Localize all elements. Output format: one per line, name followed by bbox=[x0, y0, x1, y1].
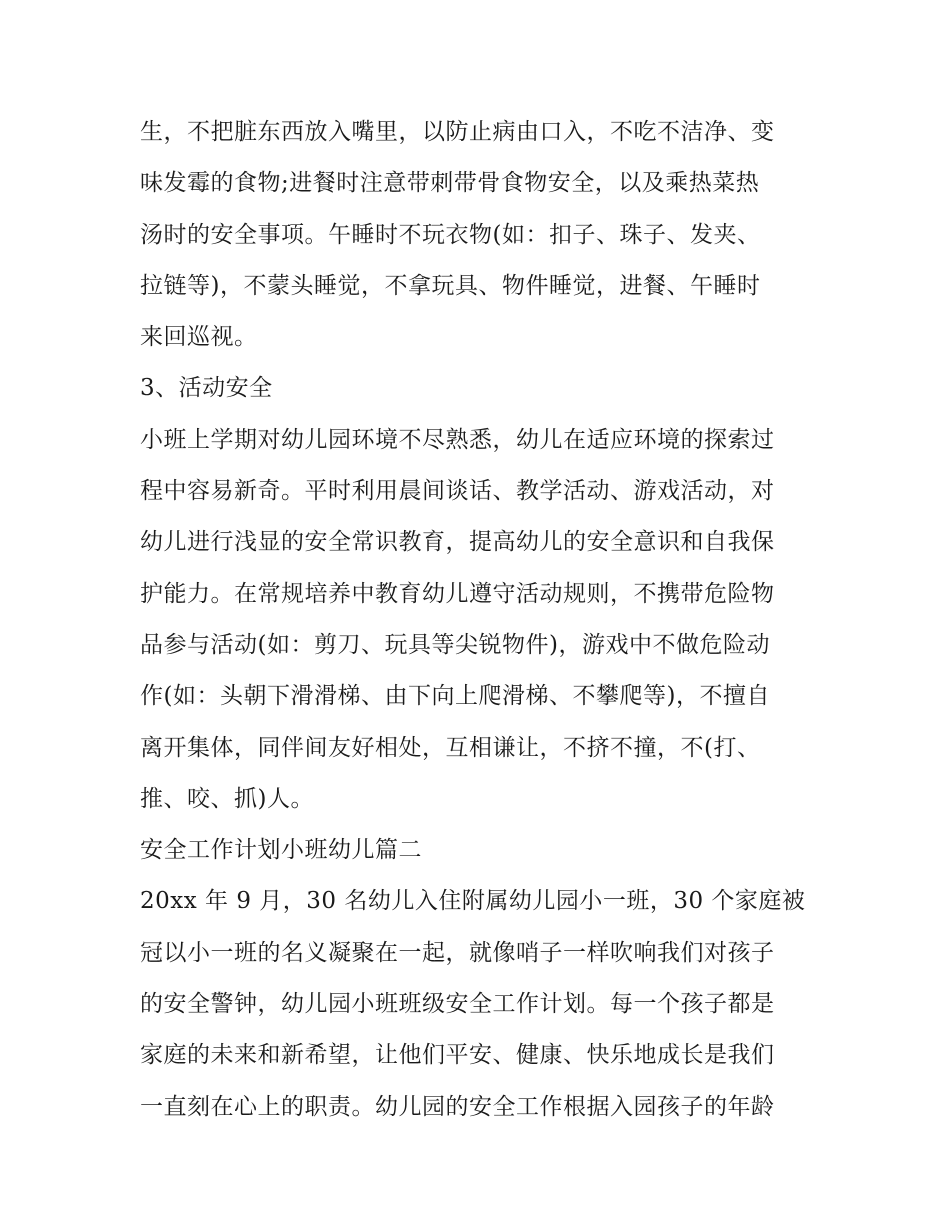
text-line: 来回巡视。 bbox=[140, 324, 258, 351]
text-line: 一直刻在心上的职责。幼儿园的安全工作根据入园孩子的年龄 bbox=[140, 1093, 775, 1120]
text-line: 品参与活动(如：剪刀、玩具等尖锐物件)，游戏中不做危险动 bbox=[140, 631, 770, 658]
text-line: 护能力。在常规培养中教育幼儿遵守活动规则，不携带危险物 bbox=[140, 580, 775, 607]
body-text bbox=[140, 110, 820, 1136]
section-heading: 3、活动安全 bbox=[140, 375, 273, 402]
article-heading: 安全工作计划小班幼儿篇二 bbox=[140, 837, 422, 864]
text-line: 冠以小一班的名义凝聚在一起，就像哨子一样吹响我们对孩子 bbox=[140, 939, 775, 966]
text-line: 20xx 年 9 月，30 名幼儿入住附属幼儿园小一班，30 个家庭被 bbox=[140, 888, 806, 915]
text-line: 幼儿进行浅显的安全常识教育，提高幼儿的安全意识和自我保 bbox=[140, 529, 775, 556]
text-line: 作(如：头朝下滑滑梯、由下向上爬滑梯、不攀爬等)，不擅自 bbox=[140, 683, 770, 710]
text-line: 生，不把脏东西放入嘴里，以防止病由口入，不吃不洁净、变 bbox=[140, 119, 775, 145]
text-line: 味发霉的食物;进餐时注意带刺带骨食物安全，以及乘热菜热 bbox=[140, 170, 760, 197]
text-line: 小班上学期对幼儿园环境不尽熟悉，幼儿在适应环境的探索过 bbox=[140, 426, 775, 453]
text-line: 程中容易新奇。平时利用晨间谈话、教学活动、游戏活动，对 bbox=[140, 478, 775, 505]
text-line: 的安全警钟，幼儿园小班班级安全工作计划。每一个孩子都是 bbox=[140, 991, 775, 1018]
text-line: 离开集体，同伴间友好相处，互相谦让，不挤不撞，不(打、 bbox=[140, 734, 761, 761]
text-line: 推、咬、抓)人。 bbox=[140, 785, 314, 812]
text-line: 拉链等)，不蒙头睡觉，不拿玩具、物件睡觉，进餐、午睡时 bbox=[140, 272, 761, 299]
text-line: 家庭的未来和新希望，让他们平安、健康、快乐地成长是我们 bbox=[140, 1042, 775, 1069]
text-line: 汤时的安全事项。午睡时不玩衣物(如：扣子、珠子、发夹、 bbox=[140, 221, 761, 248]
